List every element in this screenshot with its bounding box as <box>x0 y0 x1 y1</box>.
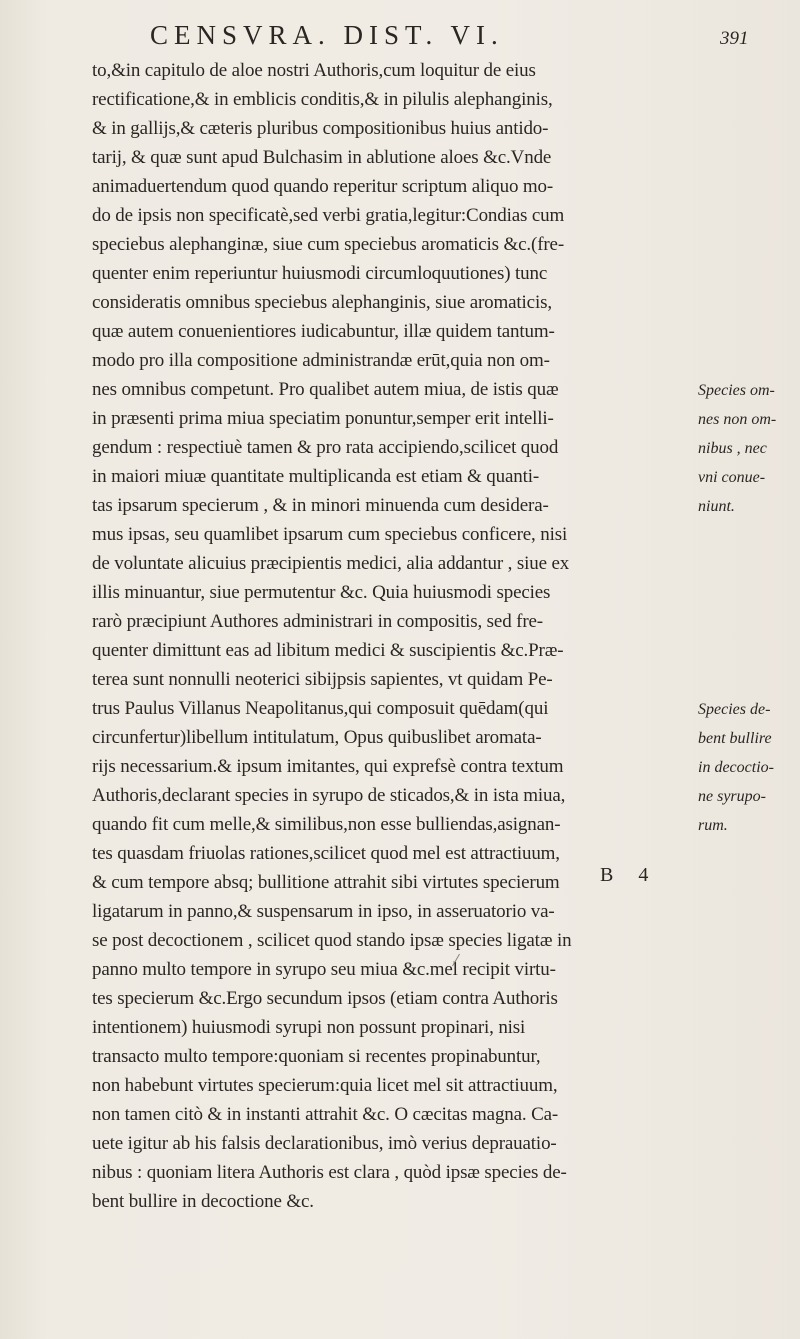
text-line: bent bullire in decoctione &c. <box>92 1191 314 1212</box>
text-line: non tamen citò & in instanti attrahit &c. O cæcitas magna. Ca- <box>92 1104 559 1125</box>
margin-note: Species de- <box>698 701 771 718</box>
text-line: quando fit cum melle,& similibus,non esse bulliendas,asignan- <box>92 814 561 835</box>
text-line: rijs necessarium.& ipsum imitantes, qui exprefsè contra textum <box>92 756 564 777</box>
margin-note: bent bullire <box>698 730 772 747</box>
text-line: gendum : respectiuè tamen & pro rata accipiendo,scilicet quod <box>92 437 559 458</box>
text-line: in maiori miuæ quantitate multiplicanda est etiam & quanti- <box>92 466 540 487</box>
text-line: circunfertur)libellum intitulatum, Opus quibuslibet aromata- <box>92 727 542 748</box>
text-line: modo pro illa compositione administrandæ erūt,quia non om- <box>92 350 550 371</box>
text-line: rarò præcipiunt Authores administrari in compositis, sed fre- <box>92 611 543 632</box>
text-line: transacto multo tempore:quoniam si recentes propinabuntur, <box>92 1046 541 1067</box>
text-line: animaduertendum quod quando reperitur scriptum aliquo mo- <box>92 176 554 197</box>
text-line: trus Paulus Villanus Neapolitanus,qui composuit quēdam(qui <box>92 698 549 719</box>
running-head: CENSVRA. DIST. VI. <box>150 20 504 50</box>
margin-note: in decoctio- <box>698 759 774 776</box>
text-line: tarij, & quæ sunt apud Bulchasim in ablutione aloes &c.Vnde <box>92 147 552 168</box>
text-line: & in gallijs,& cæteris pluribus compositionibus huius antido- <box>92 118 549 139</box>
margin-note: ne syrupo- <box>698 788 766 805</box>
text-line: quenter enim reperiuntur huiusmodi circumloquutiones) tunc <box>92 263 548 284</box>
text-line: mus ipsas, seu quamlibet ipsarum cum speciebus conficere, nisi <box>92 524 568 545</box>
body-text <box>92 56 692 1216</box>
text-line: do de ipsis non specificatè,sed verbi gratia,legitur:Condias cum <box>92 205 565 226</box>
margin-note: vni conue- <box>698 469 766 486</box>
text-line: Authoris,declarant species in syrupo de sticados,& in ista miua, <box>92 785 566 806</box>
signature-mark: B 4 <box>600 864 659 886</box>
text-line: non habebunt virtutes specierum:quia licet mel sit attractiuum, <box>92 1075 558 1096</box>
margin-note: Species om- <box>698 382 775 399</box>
text-line: rectificatione,& in emblicis conditis,& in pilulis alephanginis, <box>92 89 553 110</box>
text-line: consideratis omnibus speciebus alephanginis, siue aromaticis, <box>92 292 552 313</box>
text-line: panno multo tempore in syrupo seu miua &c.mel recipit virtu- <box>92 959 556 980</box>
text-line: nibus : quoniam litera Authoris est clara , quòd ipsæ species de- <box>92 1162 567 1183</box>
margin-note: nibus , nec <box>698 440 767 457</box>
text-line: illis minuantur, siue permutentur &c. Quia huiusmodi species <box>92 582 551 603</box>
text-line: tas ipsarum specierum , & in minori minuenda cum desidera- <box>92 495 549 516</box>
page-number: 391 <box>720 28 749 49</box>
text-line: intentionem) huiusmodi syrupi non possunt propinari, nisi <box>92 1017 526 1038</box>
text-line: terea sunt nonnulli neoterici sibijpsis sapientes, vt quidam Pe- <box>92 669 553 690</box>
margin-note: niunt. <box>698 498 735 515</box>
text-line: quæ autem conuenientiores iudicabuntur, illæ quidem tantum- <box>92 321 555 342</box>
text-line: speciebus alephanginæ, siue cum speciebus aromaticis &c.(fre- <box>92 234 565 255</box>
text-line: uete igitur ab his falsis declarationibus, imò verius deprauatio- <box>92 1133 557 1154</box>
text-line: & cum tempore absq; bullitione attrahit sibi virtutes specierum <box>92 872 560 893</box>
text-line: de voluntate alicuius præcipientis medici, alia addantur , siue ex <box>92 553 570 574</box>
text-line: ligatarum in panno,& suspensarum in ipso, in asseruatorio va- <box>92 901 555 922</box>
text-line: se post decoctionem , scilicet quod stando ipsæ species ligatæ in <box>92 930 572 951</box>
text-line: in præsenti prima miua speciatim ponuntur,semper erit intelli- <box>92 408 554 429</box>
margin-note: nes non om- <box>698 411 777 428</box>
text-line: quenter dimittunt eas ad libitum medici & suscipientis &c.Præ- <box>92 640 564 661</box>
text-line: tes quasdam friuolas rationes,scilicet quod mel est attractiuum, <box>92 843 560 864</box>
margin-note: rum. <box>698 817 728 834</box>
text-line: tes specierum &c.Ergo secundum ipsos (etiam contra Authoris <box>92 988 558 1009</box>
text-line: nes omnibus competunt. Pro qualibet autem miua, de istis quæ <box>92 379 559 400</box>
text-line: to,&in capitulo de aloe nostri Authoris,cum loquitur de eius <box>92 60 536 81</box>
